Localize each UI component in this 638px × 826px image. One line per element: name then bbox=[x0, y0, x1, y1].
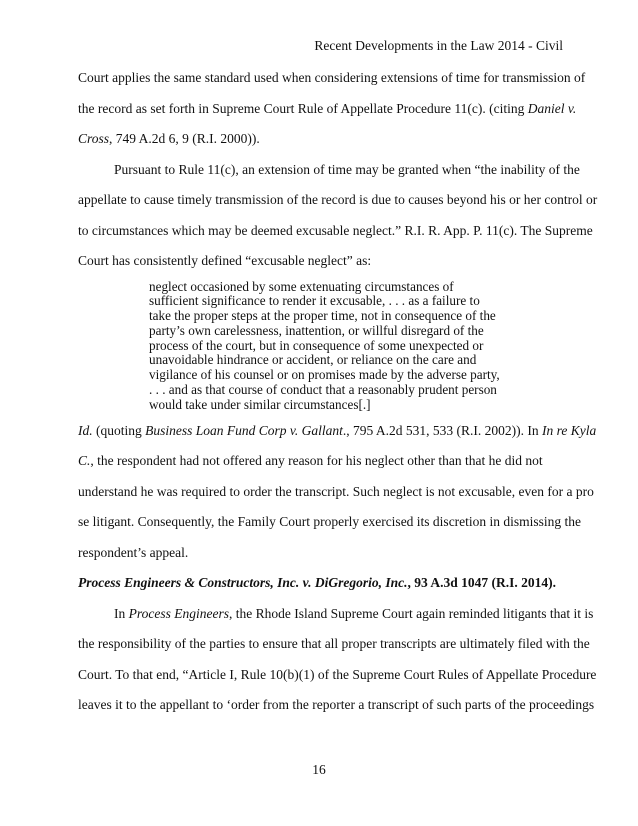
page-number: 16 bbox=[312, 762, 326, 777]
body-text bbox=[78, 70, 598, 728]
quote-line: vigilance of his counsel or on promises made by the adverse party, bbox=[149, 367, 500, 383]
case-name: C. bbox=[78, 453, 91, 469]
running-head: Recent Developments in the Law 2014 - Civil bbox=[314, 38, 563, 53]
body-line: appellate to cause timely transmission of the record is due to causes beyond his or her control or bbox=[78, 192, 598, 207]
quote-line: sufficient significance to render it excusable, . . . as a failure to bbox=[149, 293, 480, 309]
body-line: the record as set forth in Supreme Court Rule of Appellate Procedure 11(c). (citing Daniel v. bbox=[78, 100, 577, 116]
body-line: Id. (quoting Business Loan Fund Corp v. Gallant., 795 A.2d 531, 533 (R.I. 2002)). In In re Kyla bbox=[78, 422, 597, 438]
body-line: C., the respondent had not offered any reason for his neglect other than that he did not bbox=[78, 453, 543, 469]
quote-line: . . . and as that course of conduct that a reasonably prudent person bbox=[149, 382, 497, 398]
body-line: Court applies the same standard used when considering extensions of time for transmission of bbox=[78, 70, 586, 85]
body-line: Court. To that end, “Article I, Rule 10(b)(1) of the Supreme Court Rules of Appellate Procedure bbox=[78, 666, 597, 682]
case-heading: Process Engineers & Constructors, Inc. v. DiGregorio, Inc., 93 A.3d 1047 (R.I. 2014). bbox=[78, 575, 557, 591]
body-line: se litigant. Consequently, the Family Court properly exercised its discretion in dismissing the bbox=[78, 514, 582, 530]
body-line: leaves it to the appellant to ‘order from the reporter a transcript of such parts of the proceedings bbox=[78, 697, 595, 713]
case-name: Cross bbox=[78, 131, 110, 146]
case-name: Business Loan Fund Corp v. Gallant bbox=[145, 422, 343, 438]
body-line: Court has consistently defined “excusable neglect” as: bbox=[78, 253, 372, 268]
quote-line: would take under similar circumstances[.] bbox=[149, 396, 371, 412]
body-line: the responsibility of the parties to ensure that all proper transcripts are ultimately filed with the bbox=[78, 636, 590, 652]
body-line: understand he was required to order the transcript. Such neglect is not excusable, even for a pro bbox=[78, 483, 594, 499]
quote-line: neglect occasioned by some extenuating circumstances of bbox=[149, 278, 454, 294]
quote-line: process of the court, but in consequence of some unexpected or bbox=[149, 337, 484, 353]
body-line: respondent’s appeal. bbox=[78, 544, 189, 560]
quote-line: take the proper steps at the proper time, not in consequence of the bbox=[149, 308, 496, 324]
quote-line: unavoidable hindrance or accident, or reliance on the care and bbox=[149, 352, 477, 368]
case-name: Daniel v. bbox=[527, 100, 577, 116]
body-line: Cross, 749 A.2d 6, 9 (R.I. 2000)). bbox=[78, 131, 260, 146]
body-line: Pursuant to Rule 11(c), an extension of time may be granted when “the inability of the bbox=[114, 161, 580, 177]
body-line: In Process Engineers, the Rhode Island Supreme Court again reminded litigants that it is bbox=[114, 605, 594, 621]
case-name: Process Engineers bbox=[128, 605, 229, 621]
quote-line: party’s own carelessness, inattention, or willful disregard of the bbox=[149, 322, 484, 338]
body-line: to circumstances which may be deemed excusable neglect.” R.I. R. App. P. 11(c). The Supreme bbox=[78, 222, 593, 238]
case-name: In re Kyla bbox=[542, 422, 597, 438]
block-quote bbox=[149, 280, 563, 413]
